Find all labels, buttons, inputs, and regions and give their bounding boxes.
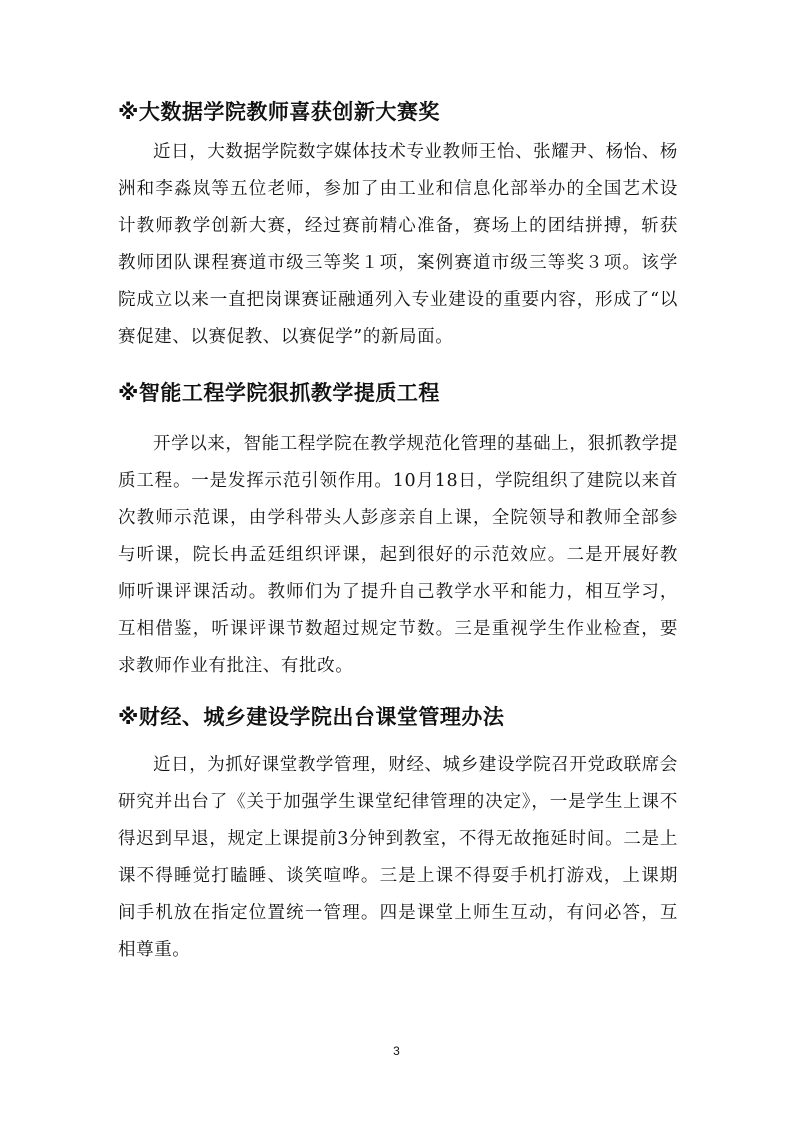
section-body: 开学以来，智能工程学院在教学规范化管理的基础上，狠抓教学提质工程。一是发挥示范引领作用。10月18日，学院组织了建院以来首次教师示范课，由学科带头人彭彦亲自上课，全院领导和教师全部参与听课，院长冉孟廷组织评课，起到很好的示范效应。二是开展好教师听课评课活动。教师们为了提升自己教学水平和能力，相互学习，互相借鉴，听课评课节数超过规定节数。三是重视学生作业检查，要求教师作业有批注、有批改。 — [118, 434, 678, 676]
section-heading: ※大数据学院教师喜获创新大赛奖 — [118, 100, 440, 124]
news-section-big-data-college — [118, 98, 678, 356]
section-heading: ※财经、城乡建设学院出台课堂管理办法 — [118, 705, 505, 729]
section-heading: ※智能工程学院狠抓教学提质工程 — [118, 381, 440, 405]
section-body: 近日，为抓好课堂教学管理，财经、城乡建设学院召开党政联席会研究并出台了《关于加强学生课堂纪律管理的决定》，一是学生上课不得迟到早退，规定上课提前3分钟到教室，不得无故拖延时间。二是上课不得睡觉打瞌睡、谈笑喧哗。三是上课不得耍手机打游戏，上课期间手机放在指定位置统一管理。四是课堂上师生互动，有问必答，互相尊重。 — [118, 755, 678, 960]
page-number: 3 — [393, 1044, 400, 1058]
news-section-intelligent-engineering-college — [118, 379, 678, 685]
news-section-finance-urban-rural-college — [118, 703, 678, 969]
section-body: 近日，大数据学院数字媒体技术专业教师王怡、张耀尹、杨怡、杨洲和李淼岚等五位老师，参加了由工业和信息化部举办的全国艺术设计教师教学创新大赛，经过赛前精心准备，赛场上的团结拼搏，斩获教师团队课程赛道市级三等奖１项，案例赛道市级三等奖３项。该学院成立以来一直把岗课赛证融通列入专业建设的重要内容，形成了“以赛促建、以赛促教、以赛促学”的新局面。 — [118, 142, 678, 347]
